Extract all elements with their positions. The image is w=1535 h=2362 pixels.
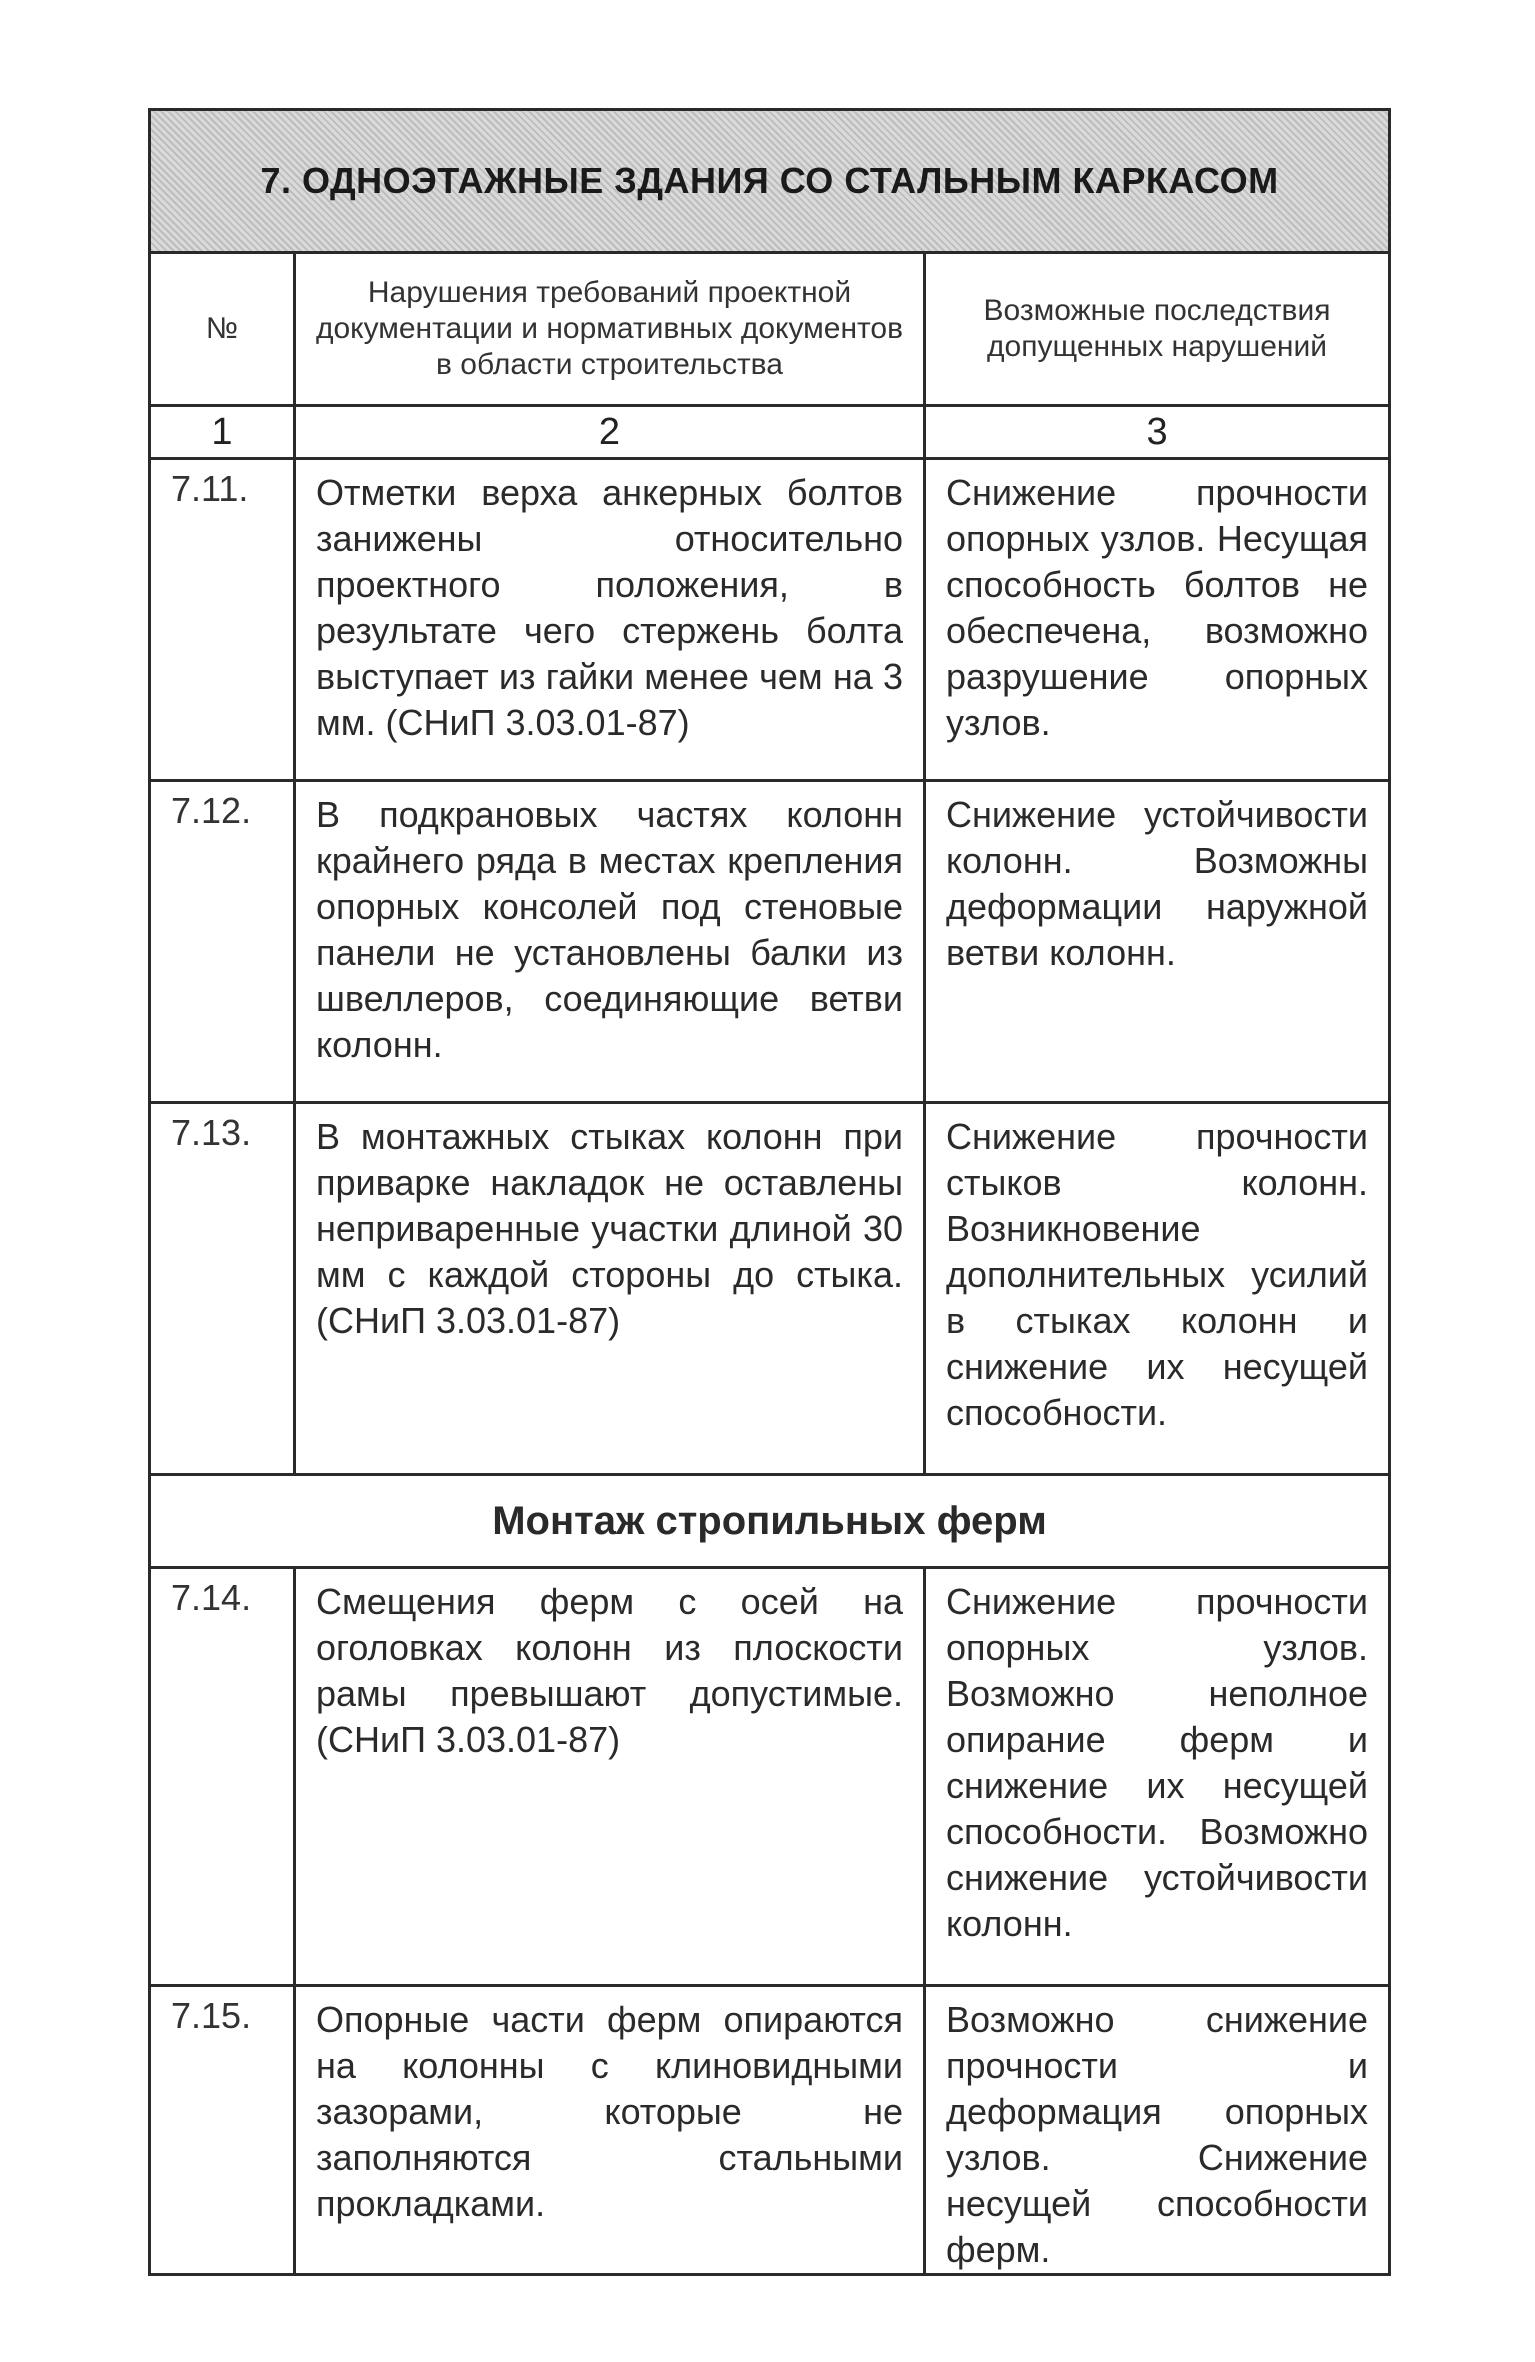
section-title: Монтаж стропильных ферм <box>150 1475 1390 1568</box>
violations-table <box>148 108 1391 2276</box>
table-title: 7. ОДНОЭТАЖНЫЕ ЗДАНИЯ СО СТАЛЬНЫМ КАРКАСОМ <box>150 110 1390 253</box>
document-sheet <box>148 108 1388 2276</box>
row-number: 7.11. <box>150 459 295 781</box>
violation-text: В монтажных стыках колонн при приварке накладок не оставлены неприваренные участки длиной 30 мм с каждой стороны до стыка. (СНиП 3.03.01-87) <box>295 1103 925 1475</box>
header-row <box>150 253 1390 406</box>
consequence-text: Снижение устойчивости колонн. Возможны деформации наружной ветви колонн. <box>925 781 1390 1103</box>
column-number-3: 3 <box>925 406 1390 459</box>
row-number: 7.15. <box>150 1986 295 2275</box>
consequence-text: Снижение прочности опорных узлов. Возможно неполное опирание ферм и снижение их несущей способности. Возможно снижение устойчивости колонн. <box>925 1568 1390 1986</box>
row-number: 7.12. <box>150 781 295 1103</box>
column-number-1: 1 <box>150 406 295 459</box>
title-row <box>150 110 1390 253</box>
violation-text: Опорные части ферм опираются на колонны с клиновидными зазорами, которые не заполняются стальными прокладками. <box>295 1986 925 2275</box>
violation-text: Отметки верха анкерных болтов занижены относительно проектного положения, в результате чего стержень болта выступает из гайки менее чем на 3 мм. (СНиП 3.03.01-87) <box>295 459 925 781</box>
header-number: № <box>150 253 295 406</box>
table-row <box>150 1986 1390 2275</box>
header-violations: Нарушения требований проектной документации и нормативных документов в области строительства <box>295 253 925 406</box>
section-row <box>150 1475 1390 1568</box>
header-consequences: Возможные последствия допущенных нарушений <box>925 253 1390 406</box>
row-number: 7.14. <box>150 1568 295 1986</box>
consequence-text: Снижение прочности стыков колонн. Возникновение дополнительных усилий в стыках колонн и снижение их несущей способности. <box>925 1103 1390 1475</box>
violation-text: В подкрановых частях колонн крайнего ряда в местах крепления опорных консолей под стеновые панели не установлены балки из швеллеров, соединяющие ветви колонн. <box>295 781 925 1103</box>
table-row <box>150 459 1390 781</box>
consequence-text: Возможно снижение прочности и деформация опорных узлов. Снижение несущей способности ферм. <box>925 1986 1390 2275</box>
column-number-row <box>150 406 1390 459</box>
row-number: 7.13. <box>150 1103 295 1475</box>
table-row <box>150 1103 1390 1475</box>
table-row <box>150 781 1390 1103</box>
column-number-2: 2 <box>295 406 925 459</box>
violation-text: Смещения ферм с осей на оголовках колонн из плоскости рамы превышают допустимые. (СНиП 3.03.01-87) <box>295 1568 925 1986</box>
table-row <box>150 1568 1390 1986</box>
consequence-text: Снижение прочности опорных узлов. Несущая способность болтов не обеспечена, возможно разрушение опорных узлов. <box>925 459 1390 781</box>
